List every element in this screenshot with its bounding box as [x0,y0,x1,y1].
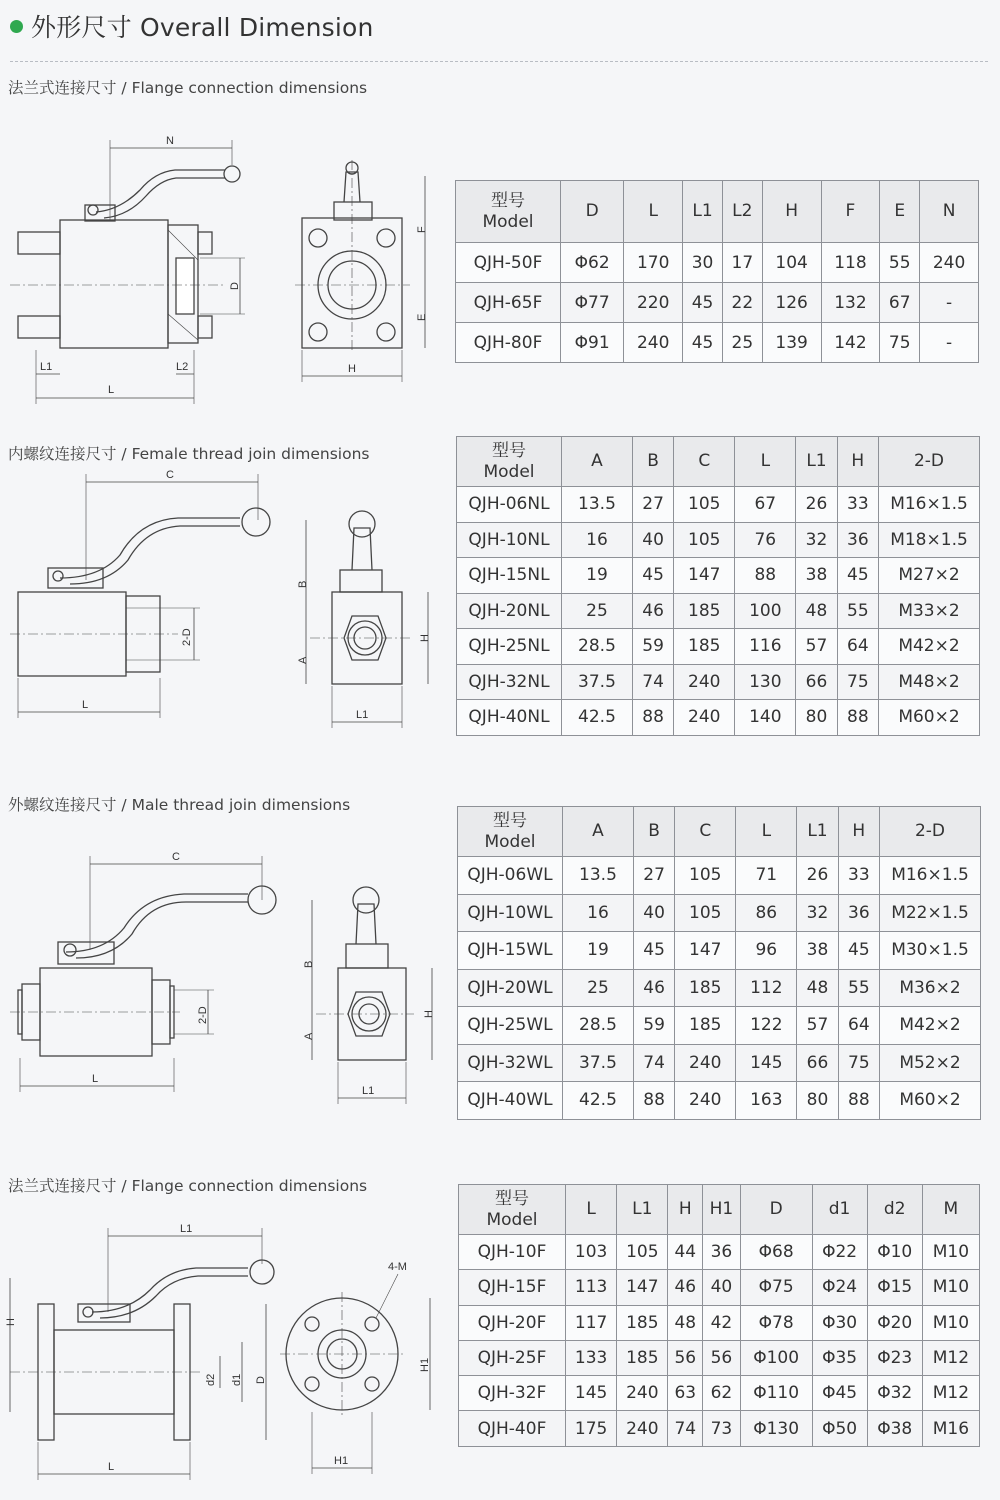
model-cell: QJH-15F [459,1270,566,1305]
table-cell: 66 [797,1044,838,1082]
page-header [10,6,374,46]
dim-label: L [108,384,115,396]
column-header: H [837,437,878,487]
table-row [459,1305,980,1340]
dim-label: L [82,699,89,711]
model-cell: QJH-40NL [457,700,562,736]
model-cell: QJH-40F [459,1411,566,1446]
table-cell: 30 [683,243,723,283]
table-row [457,664,980,700]
model-cell: QJH-20WL [458,969,563,1007]
table-cell: M10 [922,1305,979,1340]
table-cell: 28.5 [563,1007,634,1045]
table-cell: 45 [838,932,879,970]
dim-label: L2 [176,361,189,373]
table-cell: 175 [566,1411,617,1446]
table-cell: 33 [837,487,878,523]
table-row [459,1376,980,1411]
table-cell: 240 [624,323,683,363]
table-cell: Φ32 [867,1376,922,1411]
dim-label: d1 [231,1373,243,1386]
table-cell: Φ30 [812,1305,867,1340]
table-cell: 74 [668,1411,703,1446]
table-cell: Φ20 [867,1305,922,1340]
dim-label: L1 [362,1085,375,1097]
table-cell: M60×2 [879,700,980,736]
table-cell: - [920,283,979,323]
table-cell: 75 [837,664,878,700]
model-cell: QJH-20F [459,1305,566,1340]
table-cell: 27 [632,487,673,523]
table-cell: Φ35 [812,1340,867,1375]
table-cell: 74 [632,664,673,700]
table-cell: 185 [617,1305,668,1340]
model-cell: QJH-40WL [458,1082,563,1120]
table-row [459,1235,980,1270]
table-cell: 19 [563,932,634,970]
table-cell: Φ77 [561,283,624,323]
table-cell: 38 [796,558,837,594]
dim-label: L [92,1073,99,1085]
table-cell: 45 [837,558,878,594]
table-cell: Φ10 [867,1235,922,1270]
male-thread-valve-drawing [0,840,445,1110]
table-cell: M12 [922,1376,979,1411]
column-header: 2-D [880,807,981,857]
table-cell: M48×2 [879,664,980,700]
table-cell: 25 [562,593,633,629]
model-cell: QJH-65F [456,283,561,323]
dim-label: H [5,1318,17,1326]
model-cell: QJH-15NL [457,558,562,594]
column-header: L1 [617,1185,668,1235]
section-title-male-thread: 外螺纹连接尺寸 / Male thread join dimensions [8,796,351,814]
table-cell: 45 [632,558,673,594]
table-cell: 27 [633,857,674,895]
table-cell: M42×2 [879,629,980,665]
dim-label: C [172,851,180,863]
table-cell: 147 [675,932,736,970]
section-title-flange-1: 法兰式连接尺寸 / Flange connection dimensions [8,79,368,97]
table-cell: 66 [796,664,837,700]
model-cell: QJH-10WL [458,894,563,932]
table-cell: 73 [703,1411,741,1446]
table-cell: 105 [675,857,736,895]
table-cell: 88 [838,1082,879,1120]
table-cell: 240 [675,1044,736,1082]
table-cell: Φ78 [740,1305,812,1340]
column-header: A [562,437,633,487]
table-row [458,969,981,1007]
table-row [457,593,980,629]
table-row [456,283,979,323]
table-cell: 240 [920,243,979,283]
column-header: C [675,807,736,857]
table-cell: 37.5 [563,1044,634,1082]
table-cell: 142 [821,323,880,363]
table-cell: 16 [563,894,634,932]
table-row [456,243,979,283]
table-cell: M33×2 [879,593,980,629]
table-cell: 100 [735,593,796,629]
table-cell: 88 [633,1082,674,1120]
table-cell: M12 [922,1340,979,1375]
table-cell: 147 [674,558,735,594]
table-row [458,1007,981,1045]
table-cell: 32 [797,894,838,932]
table-cell: 88 [837,700,878,736]
table-cell: M42×2 [880,1007,981,1045]
column-header: 2-D [879,437,980,487]
column-header: D [740,1185,812,1235]
dim-label: H [419,634,431,642]
page-title: 外形尺寸 Overall Dimension [31,13,374,42]
table-cell: 122 [736,1007,797,1045]
table-cell: Φ75 [740,1270,812,1305]
table-cell: 104 [762,243,821,283]
column-header: F [821,181,880,243]
column-header: H1 [703,1185,741,1235]
table-cell: 163 [736,1082,797,1120]
dim-label: L1 [356,709,369,721]
model-cell: QJH-25NL [457,629,562,665]
table-cell: 57 [797,1007,838,1045]
table-cell: 45 [683,323,723,363]
column-header: L [624,181,683,243]
table-cell: 75 [838,1044,879,1082]
column-header: N [920,181,979,243]
dim-label: d2 [205,1373,217,1386]
table-cell: Φ110 [740,1376,812,1411]
table-row [457,700,980,736]
table-cell: M60×2 [880,1082,981,1120]
column-header: E [880,181,920,243]
spec-table-male-thread [457,806,981,1120]
model-cell: QJH-20NL [457,593,562,629]
table-row [459,1270,980,1305]
dim-label: H1 [419,1357,431,1372]
table-cell: Φ130 [740,1411,812,1446]
table-row [458,857,981,895]
table-cell: 88 [735,558,796,594]
table-cell: 80 [796,700,837,736]
table-cell: 118 [821,243,880,283]
model-header: 型号 Model [456,181,561,243]
table-cell: Φ22 [812,1235,867,1270]
table-cell: 67 [735,487,796,523]
dim-label: H [423,1010,435,1018]
table-cell: Φ23 [867,1340,922,1375]
table-cell: 42.5 [563,1082,634,1120]
table-cell: 25 [563,969,634,1007]
table-cell: 36 [838,894,879,932]
table-cell: 48 [668,1305,703,1340]
table-cell: Φ100 [740,1340,812,1375]
table-cell: 75 [880,323,920,363]
model-cell: QJH-10NL [457,522,562,558]
table-cell: 22 [722,283,762,323]
table-cell: 19 [562,558,633,594]
table-row [457,558,980,594]
dim-label: B [297,580,309,588]
table-cell: 59 [632,629,673,665]
dim-label: 2-D [197,1006,209,1024]
column-header: d2 [867,1185,922,1235]
table-cell: Φ38 [867,1411,922,1446]
table-cell: 46 [668,1270,703,1305]
section-title-female-thread: 内螺纹连接尺寸 / Female thread join dimensions [8,445,370,463]
table-cell: 55 [838,969,879,1007]
dim-label: C [166,469,174,481]
table-cell: 44 [668,1235,703,1270]
table-cell: 42 [703,1305,741,1340]
table-cell: 56 [668,1340,703,1375]
model-cell: QJH-25WL [458,1007,563,1045]
table-cell: 185 [674,629,735,665]
table-cell: M16 [922,1411,979,1446]
table-cell: 26 [797,857,838,895]
table-cell: 112 [736,969,797,1007]
flange-valve-drawing-2 [0,1212,445,1492]
column-header: H [668,1185,703,1235]
table-cell: 145 [736,1044,797,1082]
table-row [458,894,981,932]
model-header: 型号 Model [457,437,562,487]
table-cell: 133 [566,1340,617,1375]
table-cell: 240 [674,664,735,700]
table-row [459,1340,980,1375]
column-header: B [632,437,673,487]
table-cell: 55 [837,593,878,629]
table-cell: 32 [796,522,837,558]
table-cell: 57 [796,629,837,665]
model-header: 型号 Model [458,807,563,857]
table-cell: 220 [624,283,683,323]
table-cell: 48 [797,969,838,1007]
column-header: M [922,1185,979,1235]
table-cell: 40 [703,1270,741,1305]
table-cell: 113 [566,1270,617,1305]
dim-label: L1 [180,1223,193,1235]
table-cell: 46 [632,593,673,629]
table-cell: 130 [735,664,796,700]
table-cell: Φ24 [812,1270,867,1305]
table-cell: 240 [617,1411,668,1446]
table-cell: 63 [668,1376,703,1411]
model-cell: QJH-06WL [458,857,563,895]
table-cell: 185 [675,969,736,1007]
table-row [459,1411,980,1446]
table-cell: 80 [797,1082,838,1120]
column-header: D [561,181,624,243]
table-cell: 105 [617,1235,668,1270]
table-cell: 56 [703,1340,741,1375]
model-cell: QJH-15WL [458,932,563,970]
column-header: L2 [722,181,762,243]
dim-label: F [416,226,428,233]
model-cell: QJH-32F [459,1376,566,1411]
model-cell: QJH-32NL [457,664,562,700]
model-cell: QJH-50F [456,243,561,283]
table-cell: M52×2 [880,1044,981,1082]
table-row [458,1082,981,1120]
table-cell: Φ62 [561,243,624,283]
table-cell: 13.5 [563,857,634,895]
table-cell: 103 [566,1235,617,1270]
model-cell: QJH-06NL [457,487,562,523]
table-cell: 28.5 [562,629,633,665]
table-cell: 38 [797,932,838,970]
model-cell: QJH-32WL [458,1044,563,1082]
table-cell: M30×1.5 [880,932,981,970]
header-divider [10,61,988,62]
flange-valve-drawing-1 [0,120,440,410]
column-header: L [566,1185,617,1235]
table-row [456,323,979,363]
table-cell: 67 [880,283,920,323]
table-cell: Φ50 [812,1411,867,1446]
model-cell: QJH-80F [456,323,561,363]
table-cell: 240 [674,700,735,736]
table-row [457,522,980,558]
table-cell: 105 [675,894,736,932]
column-header: L [735,437,796,487]
table-cell: Φ91 [561,323,624,363]
table-cell: 116 [735,629,796,665]
table-cell: 33 [838,857,879,895]
dim-label: D [255,1376,267,1384]
dim-label: B [303,960,315,968]
dim-label: E [416,313,428,321]
table-cell: 25 [722,323,762,363]
table-cell: 140 [735,700,796,736]
table-cell: 45 [683,283,723,323]
table-cell: 147 [617,1270,668,1305]
table-cell: 71 [736,857,797,895]
table-cell: 185 [674,593,735,629]
dim-label: H1 [334,1455,349,1467]
table-cell: 13.5 [562,487,633,523]
table-cell: 105 [674,487,735,523]
dim-label: L [108,1461,115,1473]
table-cell: 55 [880,243,920,283]
table-cell: 76 [735,522,796,558]
table-cell: 86 [736,894,797,932]
table-cell: 185 [617,1340,668,1375]
table-cell: M22×1.5 [880,894,981,932]
table-cell: 46 [633,969,674,1007]
table-cell: 88 [632,700,673,736]
table-cell: 132 [821,283,880,323]
table-cell: 36 [703,1235,741,1270]
table-cell: 170 [624,243,683,283]
table-cell: 126 [762,283,821,323]
table-cell: - [920,323,979,363]
table-cell: 117 [566,1305,617,1340]
table-row [457,629,980,665]
table-row [458,932,981,970]
column-header: B [633,807,674,857]
dim-label: H [348,363,356,375]
dim-label: D [229,282,241,290]
table-cell: 48 [796,593,837,629]
dim-label: 2-D [181,628,193,646]
table-cell: M16×1.5 [880,857,981,895]
table-cell: 240 [617,1376,668,1411]
table-cell: 36 [837,522,878,558]
table-cell: 74 [633,1044,674,1082]
column-header: L [736,807,797,857]
column-header: L1 [683,181,723,243]
table-cell: 59 [633,1007,674,1045]
spec-table-flange-2 [458,1184,980,1447]
table-cell: 17 [722,243,762,283]
table-cell: 64 [837,629,878,665]
table-cell: Φ15 [867,1270,922,1305]
model-cell: QJH-10F [459,1235,566,1270]
table-cell: M36×2 [880,969,981,1007]
table-cell: 105 [674,522,735,558]
column-header: H [838,807,879,857]
table-cell: M27×2 [879,558,980,594]
table-cell: M10 [922,1270,979,1305]
table-cell: 37.5 [562,664,633,700]
spec-table-flange-1 [455,180,979,363]
table-cell: 42.5 [562,700,633,736]
dim-label: A [297,656,309,664]
table-cell: 16 [562,522,633,558]
bullet-dot-icon [10,20,23,33]
table-cell: M10 [922,1235,979,1270]
dim-label: 4-M [388,1261,407,1273]
model-cell: QJH-25F [459,1340,566,1375]
table-cell: 139 [762,323,821,363]
table-cell: 145 [566,1376,617,1411]
model-header: 型号 Model [459,1185,566,1235]
table-cell: 40 [632,522,673,558]
table-cell: 96 [736,932,797,970]
table-cell: 40 [633,894,674,932]
table-row [458,1044,981,1082]
table-cell: Φ68 [740,1235,812,1270]
dim-label: N [166,135,174,147]
table-cell: 185 [675,1007,736,1045]
column-header: L1 [797,807,838,857]
table-cell: 240 [675,1082,736,1120]
column-header: A [563,807,634,857]
column-header: L1 [796,437,837,487]
section-title-flange-2: 法兰式连接尺寸 / Flange connection dimensions [8,1177,368,1195]
female-thread-valve-drawing [0,460,440,740]
table-cell: 62 [703,1376,741,1411]
column-header: d1 [812,1185,867,1235]
table-cell: M16×1.5 [879,487,980,523]
column-header: C [674,437,735,487]
table-row [457,487,980,523]
table-cell: 26 [796,487,837,523]
table-cell: 45 [633,932,674,970]
column-header: H [762,181,821,243]
table-cell: Φ45 [812,1376,867,1411]
dim-label: L1 [40,361,53,373]
table-cell: M18×1.5 [879,522,980,558]
spec-table-female-thread [456,436,980,736]
dim-label: A [303,1032,315,1040]
table-cell: 64 [838,1007,879,1045]
